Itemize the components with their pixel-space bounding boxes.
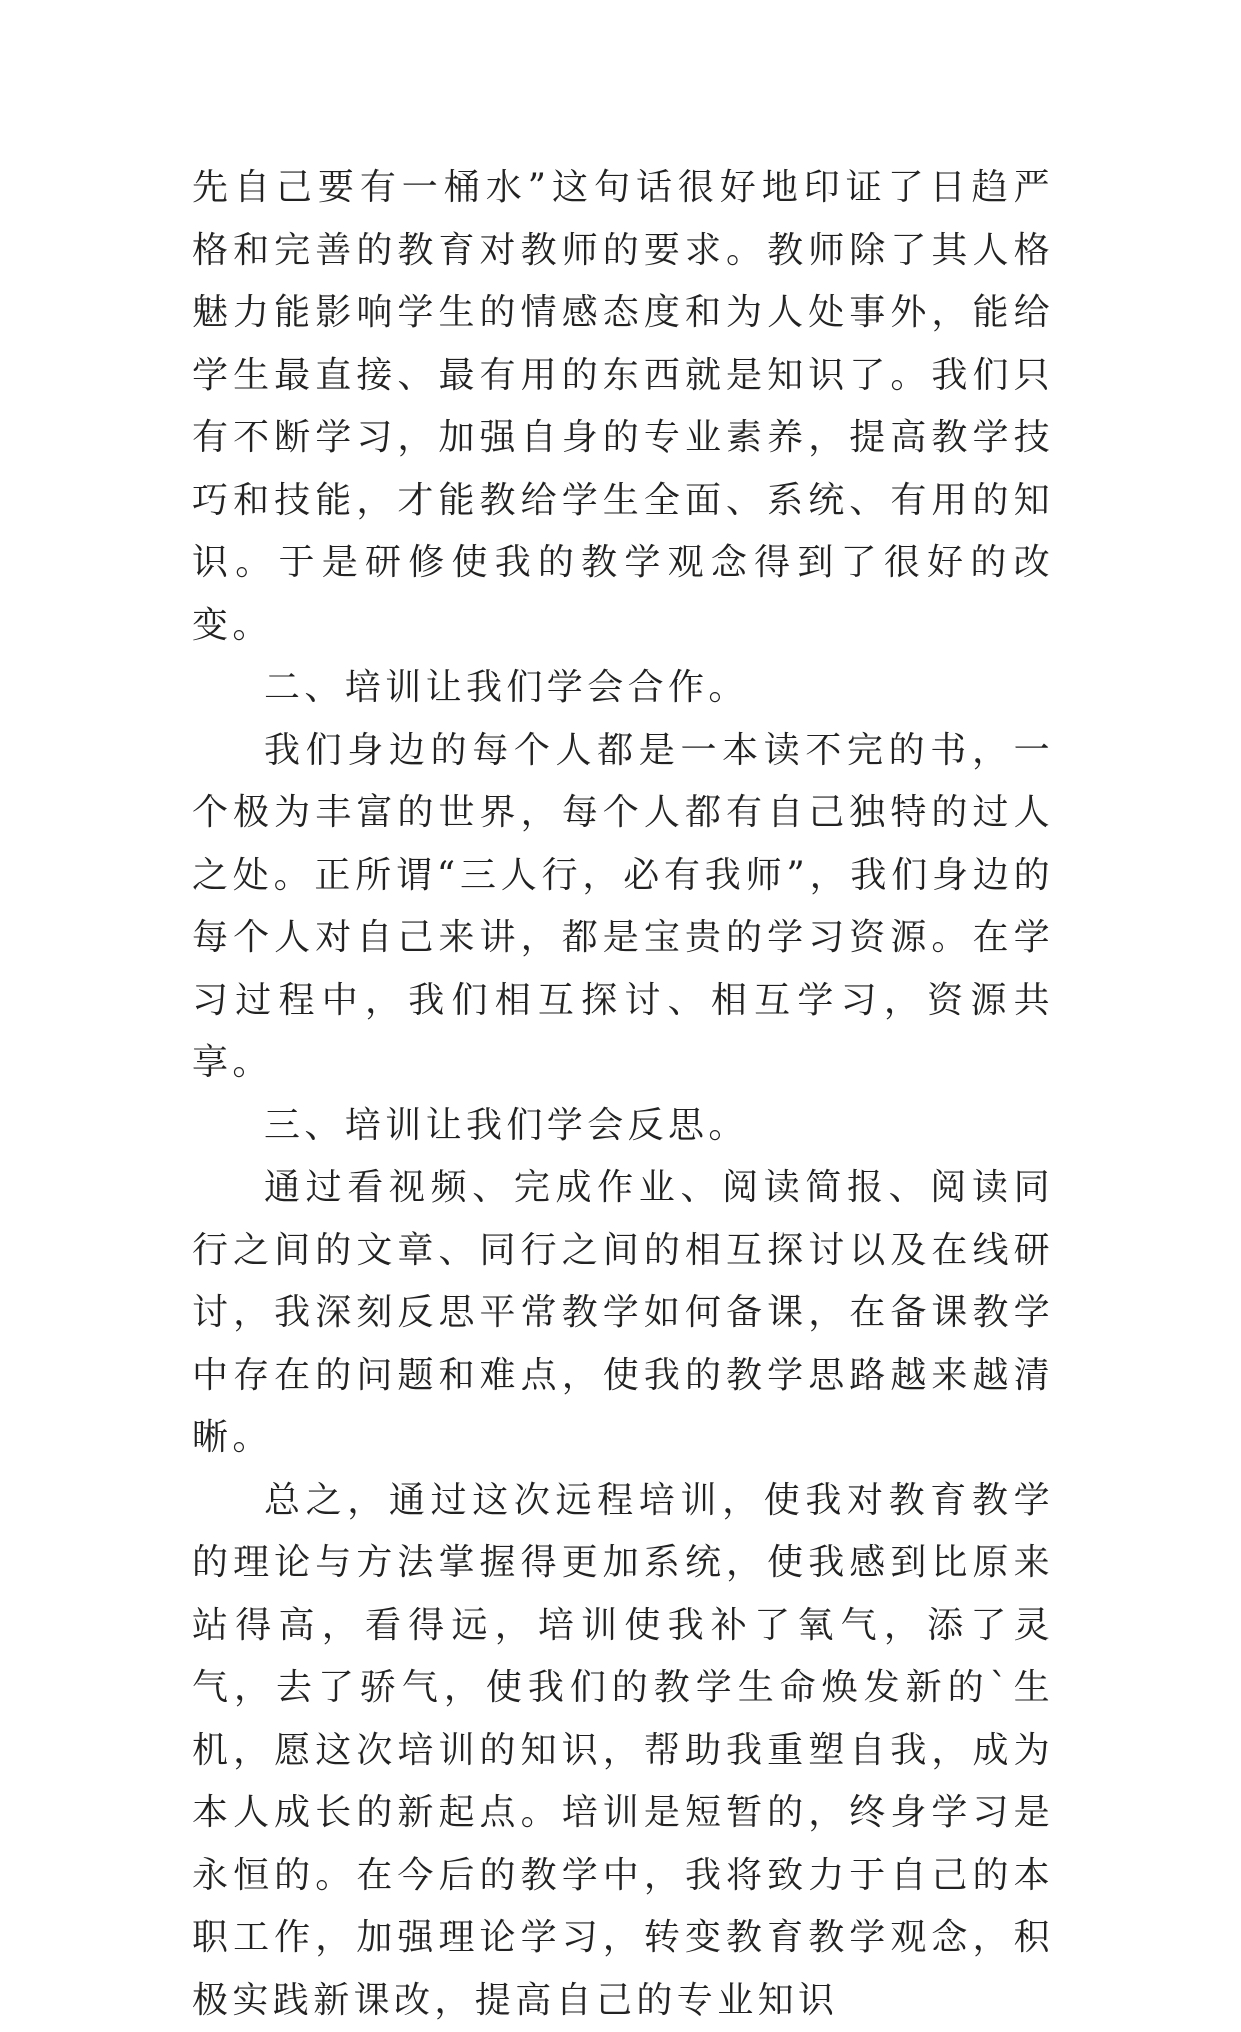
section-heading-reflection: 三、培训让我们学会反思。	[192, 1095, 1054, 1158]
section-heading-cooperation: 二、培训让我们学会合作。	[192, 657, 1054, 720]
document-page	[192, 157, 1054, 2032]
paragraph-reflection: 通过看视频、完成作业、阅读简报、阅读同行之间的文章、同行之间的相互探讨以及在线研讨，我深刻反思平常教学如何备课，在备课教学中存在的问题和难点，使我的教学思路越来越清晰。	[192, 1157, 1054, 1470]
paragraph-continuation: 先自己要有一桶水”这句话很好地印证了日趋严格和完善的教育对教师的要求。教师除了其人格魅力能影响学生的情感态度和为人处事外，能给学生最直接、最有用的东西就是知识了。我们只有不断学习，加强自身的专业素养，提高教学技巧和技能，才能教给学生全面、系统、有用的知识。于是研修使我的教学观念得到了很好的改变。	[192, 157, 1054, 657]
paragraph-summary: 总之，通过这次远程培训，使我对教育教学的理论与方法掌握得更加系统，使我感到比原来站得高，看得远，培训使我补了氧气，添了灵气，去了骄气，使我们的教学生命焕发新的`生机，愿这次培训的知识，帮助我重塑自我，成为本人成长的新起点。培训是短暂的，终身学习是永恒的。在今后的教学中，我将致力于自己的本职工作，加强理论学习，转变教育教学观念，积极实践新课改，提高自己的专业知识	[192, 1470, 1054, 2032]
paragraph-cooperation: 我们身边的每个人都是一本读不完的书，一个极为丰富的世界，每个人都有自己独特的过人之处。正所谓“三人行，必有我师”，我们身边的每个人对自己来讲，都是宝贵的学习资源。在学习过程中，我们相互探讨、相互学习，资源共享。	[192, 720, 1054, 1095]
